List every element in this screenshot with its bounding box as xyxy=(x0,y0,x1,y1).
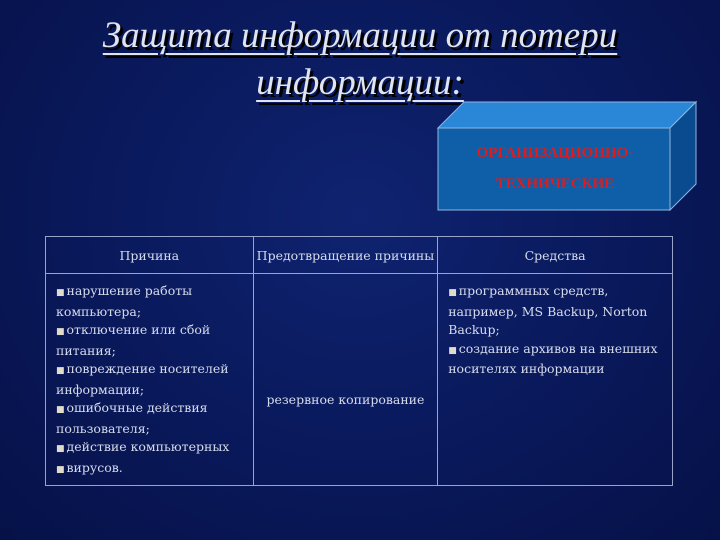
list-item: ■ повреждение носителей информации; xyxy=(56,361,229,397)
square-bullet-icon: ■ xyxy=(56,366,65,376)
header-means: Средства xyxy=(438,237,673,274)
list-item: ■ нарушение работы компьютера; xyxy=(56,283,193,319)
list-item: ■ ошибочные действия пользователя; xyxy=(56,400,208,436)
square-bullet-icon: ■ xyxy=(56,327,65,337)
prevention-cell xyxy=(253,274,438,486)
square-bullet-icon: ■ xyxy=(56,288,65,298)
square-bullet-icon: ■ xyxy=(448,345,457,356)
list-item: ■ вирусов. xyxy=(56,459,123,475)
square-bullet-icon: ■ xyxy=(56,464,65,475)
header-prevention: Предотвращение причины xyxy=(253,237,438,274)
square-bullet-icon: ■ xyxy=(56,405,65,415)
table-row xyxy=(46,274,673,486)
means-cell xyxy=(438,274,673,486)
info-table xyxy=(45,236,673,486)
prevention-text: резервное копирование xyxy=(266,391,425,407)
square-bullet-icon: ■ xyxy=(448,288,457,298)
header-cause: Причина xyxy=(46,237,254,274)
list-item: ■ действие компьютерных xyxy=(56,439,230,454)
table-header-row xyxy=(46,237,673,274)
title-line-2: информации: xyxy=(256,62,464,103)
list-item: ■ отключение или сбой питания; xyxy=(56,322,211,358)
category-line-1: ОРГАНИЗАЦИОННО- xyxy=(476,145,634,161)
causes-cell xyxy=(46,274,254,486)
category-box xyxy=(436,100,698,212)
category-line-2: ТЕХНИЧЕСКИЕ xyxy=(495,176,615,192)
title-line-1: Защита информации от потери xyxy=(102,15,618,56)
category-box-text xyxy=(438,128,672,210)
list-item: ■ создание архивов на внешних носителях информации xyxy=(448,340,658,376)
page-title xyxy=(60,12,660,106)
square-bullet-icon: ■ xyxy=(56,444,65,454)
list-item: ■ программных средств, например, MS Backup, Norton Backup; xyxy=(448,283,648,337)
